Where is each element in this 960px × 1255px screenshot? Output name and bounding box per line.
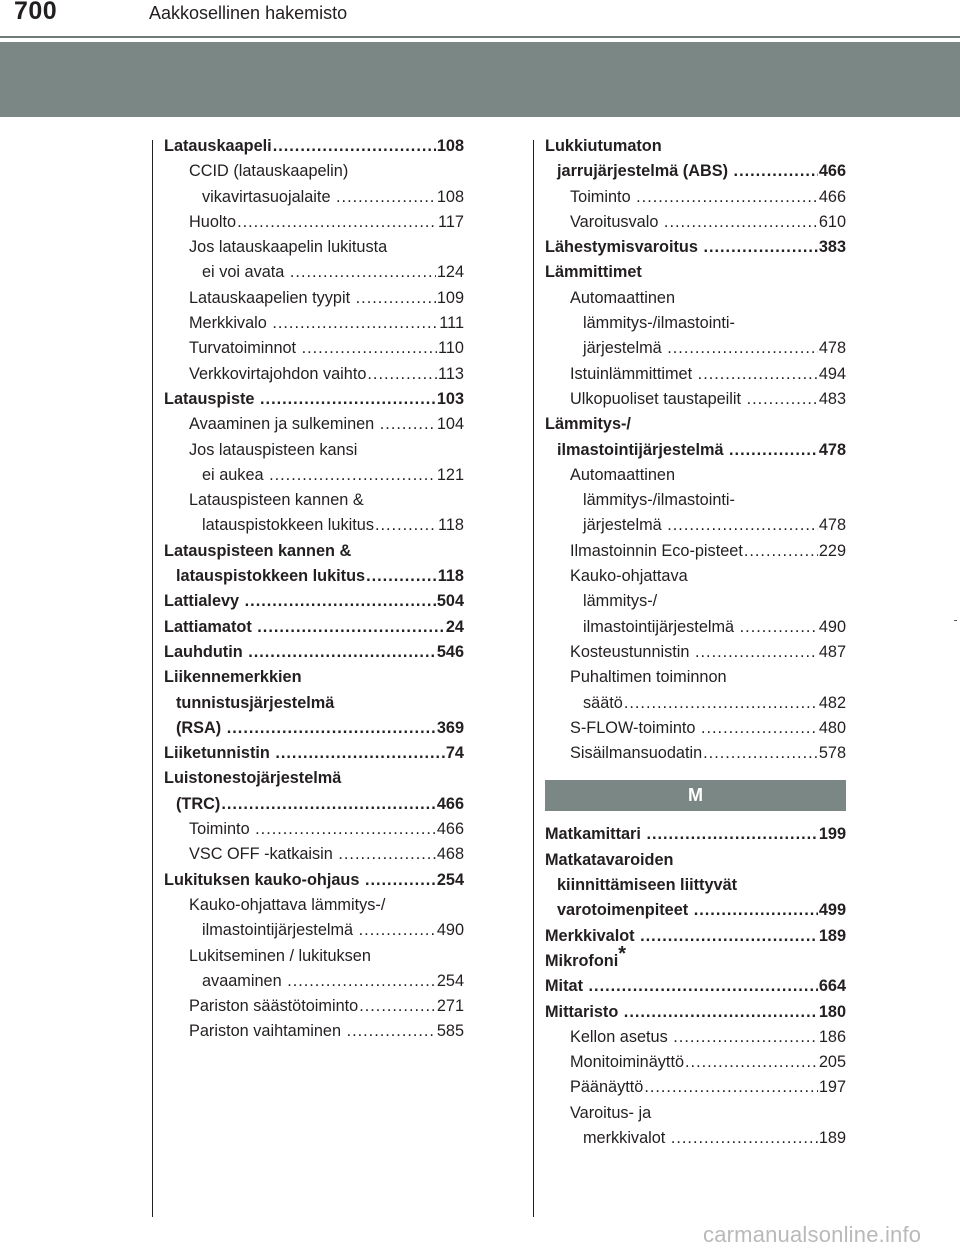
index-group-l [545,134,846,766]
entry-term: Mitat [545,977,588,996]
entry-term: Istuinlämmittimet [570,364,697,383]
dot-leader [747,387,818,412]
entry-term: Lukitseminen / lukituksen [189,946,371,965]
entry-page: 585 [436,1022,464,1041]
index-entry [545,1075,846,1100]
entry-term: ei voi avata [202,263,289,282]
entry-term: Ilmastoinnin Eco-pisteet [570,541,743,560]
dot-leader [248,640,436,665]
page-header [0,0,960,34]
dot-leader [338,842,435,867]
index-entry [164,336,464,361]
index-entry [545,716,846,741]
entry-term: Varoitus- ja [570,1103,652,1122]
entry-page: 254 [436,971,464,990]
entry-term: Pariston säästötoiminto [189,997,359,1016]
index-entry [545,942,846,974]
index-entry [545,665,846,690]
index-entry [545,286,846,311]
index-entry [545,974,846,999]
entry-term: Jos latauspisteen kansi [189,440,358,459]
index-entry [545,362,846,387]
index-entry [545,691,846,716]
index-entry [164,994,464,1019]
entry-page: 478 [818,516,846,535]
entry-page: 189 [818,926,846,945]
column-rule-left [152,140,153,1217]
dot-leader [673,1025,818,1050]
entry-term: Puhaltimen toiminnon [570,668,727,687]
entry-term: Kosteustunnistin [570,642,694,661]
footnote-star: * [618,942,627,965]
entry-term: Päänäyttö [570,1078,644,1097]
entry-page: 189 [818,1128,846,1147]
index-entry [164,893,464,918]
dot-leader [275,741,445,766]
edge-mark [954,620,957,621]
entry-page: 504 [436,592,464,611]
entry-term: Latauspisteen kannen & [189,491,364,510]
dot-leader [227,716,436,741]
entry-term: (TRC) [176,794,221,813]
dot-leader [237,210,437,235]
dot-leader [646,822,817,847]
entry-page: 466 [818,162,846,181]
dot-leader [221,792,436,817]
dot-leader [664,210,818,235]
index-entry [545,311,846,336]
entry-term: lämmitys-/ilmastointi- [583,491,735,510]
entry-term: Sisäilmansuodatin [570,744,703,763]
dot-leader [729,438,818,463]
entry-term: Mittaristo [545,1002,623,1021]
entry-page: 229 [818,541,846,560]
dot-leader [667,336,818,361]
index-entry [164,691,464,716]
index-entry [164,513,464,538]
entry-term: Mikrofoni [545,951,619,970]
dot-leader [302,336,437,361]
index-entry [164,286,464,311]
index-entry [164,210,464,235]
index-entry [545,1101,846,1126]
entry-page: 490 [436,921,464,940]
index-entry [545,539,846,564]
index-entry [545,640,846,665]
index-entry [545,438,846,463]
dot-leader [273,134,436,159]
entry-term: Toiminto [570,187,636,206]
index-entry [164,665,464,690]
entry-page: 121 [436,465,464,484]
index-entry [545,822,846,847]
entry-term: (RSA) [176,718,226,737]
entry-page: 111 [439,314,464,333]
entry-page: 199 [818,825,846,844]
entry-page: 466 [436,794,464,813]
entry-page: 104 [436,415,464,434]
entry-term: VSC OFF -katkaisin [189,845,338,864]
entry-term: Automaattinen [570,465,675,484]
entry-term: Merkkivalot [545,926,640,945]
entry-page: 271 [436,997,464,1016]
index-entry [545,463,846,488]
entry-term: CCID (latauskaapelin) [189,162,349,181]
index-entry [164,235,464,260]
dot-leader [624,1000,818,1025]
entry-page: 468 [436,845,464,864]
index-entry [164,463,464,488]
entry-page: 466 [436,820,464,839]
watermark: carmanualsonline.info [703,1222,922,1247]
dot-leader [255,817,436,842]
dot-leader [272,311,438,336]
entry-term: Lähestymisvaroitus [545,238,703,257]
index-entry [545,741,846,766]
index-entry [545,1025,846,1050]
index-entry [545,260,846,285]
dot-leader [269,463,436,488]
index-entry [545,134,846,159]
entry-term: Lämmittimet [545,263,642,282]
index-entry [545,235,846,260]
entry-page: 124 [436,263,464,282]
dot-leader [703,235,817,260]
index-entry [164,817,464,842]
dot-leader [667,513,818,538]
index-entry [164,969,464,994]
entry-term: Lukituksen kauko-ohjaus [164,870,364,889]
entry-term: Latauspiste [164,389,260,408]
dot-leader [380,412,436,437]
index-entry [164,589,464,614]
entry-term: Matkamittari [545,825,646,844]
entry-term: Latauskaapelien tyypit [189,288,355,307]
entry-page: 490 [818,617,846,636]
section-letter-bar: M [545,780,846,811]
column-rule-middle [533,140,534,1217]
entry-page: 383 [818,238,846,257]
dot-leader [740,615,818,640]
index-entry [164,134,464,159]
entry-term: Avaaminen ja sulkeminen [189,415,379,434]
entry-term: Ulkopuoliset taustapeilit [570,389,746,408]
entry-term: Kauko-ohjattava lämmitys-/ [189,895,386,914]
entry-term: Jos latauskaapelin lukitusta [189,238,388,257]
dot-leader [695,640,818,665]
entry-term: S-FLOW-toiminto [570,718,700,737]
entry-page: 74 [445,744,464,763]
entry-term: Toiminto [189,820,255,839]
index-entry [164,412,464,437]
entry-term: Pariston vaihtaminen [189,1022,346,1041]
entry-page: 109 [436,288,464,307]
entry-term: lämmitys-/ilmastointi- [583,314,735,333]
index-entry [545,336,846,361]
index-entry [164,564,464,589]
entry-page: 113 [438,364,464,383]
entry-term: kiinnittämiseen liittyvät [557,876,738,895]
entry-term: Monitoiminäyttö [570,1053,685,1072]
entry-term: säätö [583,693,623,712]
index-entry [164,918,464,943]
dot-leader [287,969,436,994]
entry-term: Lattiamatot [164,617,257,636]
entry-term: tunnistusjärjestelmä [176,693,335,712]
entry-term: Merkkivalo [189,314,272,333]
entry-page: 478 [818,339,846,358]
entry-term: ilmastointijärjestelmä [583,617,739,636]
index-entry [164,488,464,513]
entry-page: 610 [818,212,846,231]
entry-term: Luistonestojärjestelmä [164,769,342,788]
dot-leader [685,1050,818,1075]
entry-page: 480 [818,718,846,737]
index-entry [164,438,464,463]
entry-term: Huolto [189,212,237,231]
entry-term: Kauko-ohjattava [570,567,688,586]
index-entry [164,260,464,285]
dot-leader [336,185,436,210]
index-entry [545,210,846,235]
index-entry [164,716,464,741]
entry-page: 578 [818,744,846,763]
entry-term: varotoimenpiteet [557,901,693,920]
entry-page: 494 [818,364,846,383]
entry-page: 108 [436,187,464,206]
entry-page: 108 [436,137,464,155]
dot-leader [694,898,818,923]
entry-term: Liiketunnistin [164,744,275,763]
dot-leader [624,691,818,716]
entry-term: ei aukea [202,465,269,484]
dot-leader [359,994,436,1019]
entry-page: 499 [818,901,846,920]
entry-term: Matkatavaroiden [545,850,674,869]
index-entry [164,311,464,336]
index-entry [164,185,464,210]
entry-page: 483 [818,389,846,408]
index-group-m [545,822,846,1151]
entry-term: järjestelmä [583,516,667,535]
dot-leader [366,564,437,589]
index-entry [164,842,464,867]
entry-term: Lattialevy [164,592,244,611]
entry-page: 664 [818,977,846,996]
entry-term: ilmastointijärjestelmä [557,440,729,459]
entry-page: 117 [438,212,464,231]
dot-leader [257,615,445,640]
entry-term: ilmastointijärjestelmä [202,921,358,940]
index-entry [545,615,846,640]
entry-term: Lämmitys-/ [545,415,631,434]
dot-leader [375,513,437,538]
index-entry [164,539,464,564]
index-entry [164,615,464,640]
dot-leader [703,741,818,766]
index-entry [164,766,464,791]
entry-term: Automaattinen [570,288,675,307]
entry-page: 466 [818,187,846,206]
entry-term: lämmitys-/ [583,592,658,611]
index-entry [164,792,464,817]
header-rule [0,36,960,38]
index-entry [545,185,846,210]
entry-term: Latauspisteen kannen & [164,541,352,560]
index-entry [545,873,846,898]
dot-leader [365,868,436,893]
index-entry [164,640,464,665]
index-column-left [164,134,464,1045]
index-entry [545,387,846,412]
index-entry [164,868,464,893]
dot-leader [734,159,818,184]
dot-leader [671,1126,818,1151]
entry-term: järjestelmä [583,339,667,358]
entry-term: Lukkiutumaton [545,137,662,155]
index-entry [164,362,464,387]
entry-page: 118 [437,567,464,586]
dot-leader [359,918,436,943]
entry-term: Kellon asetus [570,1027,673,1046]
index-entry [545,1126,846,1151]
entry-term: avaaminen [202,971,287,990]
entry-page: 103 [436,389,464,408]
dot-leader [701,716,818,741]
index-entry [545,564,846,589]
entry-term: Liikennemerkkien [164,668,302,687]
index-entry [164,387,464,412]
section-title: Aakkosellinen hakemisto [149,3,348,23]
dot-leader [636,185,818,210]
page-number: 700 [14,0,58,25]
entry-page: 487 [818,642,846,661]
dot-leader [589,974,818,999]
index-entry [164,1019,464,1044]
dot-leader [640,924,818,949]
entry-term: Lauhdutin [164,642,248,661]
index-entry [545,1000,846,1025]
index-entry [164,159,464,184]
dot-leader [347,1019,436,1044]
index-entry [545,924,846,949]
entry-page: 482 [818,693,846,712]
entry-page: 24 [445,617,464,636]
entry-page: 369 [436,718,464,737]
index-entry [164,741,464,766]
index-entry [545,848,846,873]
index-entry [545,513,846,538]
index-entry [545,898,846,923]
dot-leader [698,362,818,387]
dot-leader [356,286,436,311]
header-band [0,42,960,117]
index-entry [545,488,846,513]
entry-page: 118 [438,516,464,535]
entry-term: merkkivalot [583,1128,670,1147]
dot-leader [644,1075,818,1100]
dot-leader [367,362,437,387]
entry-page: 254 [436,870,464,889]
dot-leader [260,387,436,412]
index-entry [545,1050,846,1075]
entry-term: vikavirtasuojalaite [202,187,336,206]
entry-page: 186 [818,1027,846,1046]
entry-page: 478 [818,440,846,459]
entry-term: jarrujärjestelmä (ABS) [557,162,733,181]
dot-leader [290,260,436,285]
entry-term: latauspistokkeen lukitus [202,516,374,535]
index-entry [545,589,846,614]
index-entry [545,159,846,184]
entry-term: Verkkovirtajohdon vaihto [189,364,367,383]
entry-page: 546 [436,642,464,661]
entry-page: 205 [818,1053,846,1072]
entry-term: Varoitusvalo [570,212,663,231]
entry-page: 197 [818,1078,846,1097]
dot-leader [245,589,436,614]
entry-term: latauspistokkeen lukitus [176,567,366,586]
entry-page: 180 [818,1002,846,1021]
entry-term: Latauskaapeli [164,137,272,155]
dot-leader [744,539,818,564]
index-entry [545,412,846,437]
entry-term: Turvatoiminnot [189,339,301,358]
index-column-right [545,134,846,1151]
index-entry [164,944,464,969]
entry-page: 110 [438,339,464,358]
